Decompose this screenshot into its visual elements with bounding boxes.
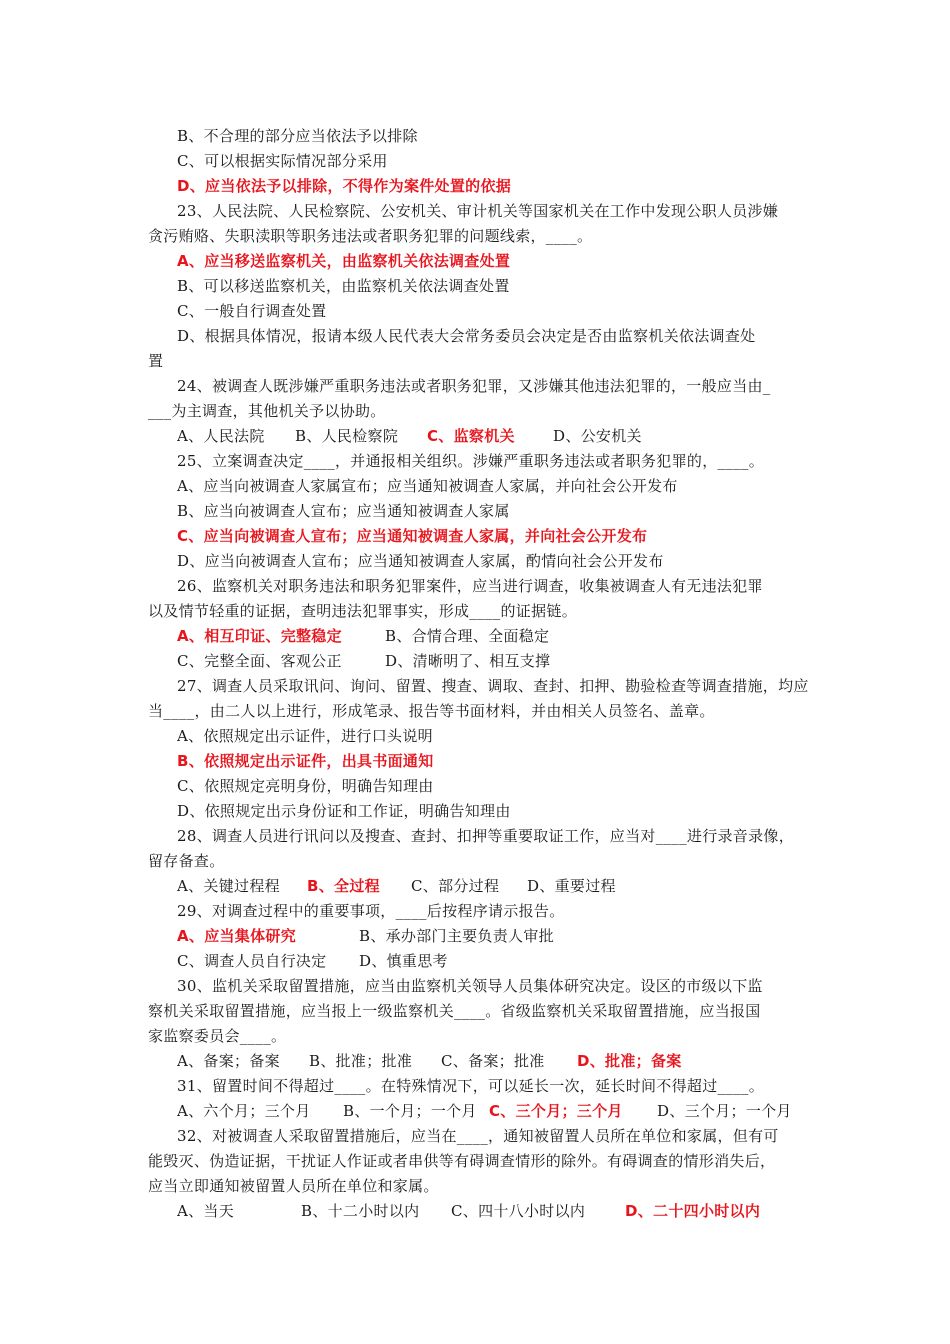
option: D、重要过程 <box>527 877 616 895</box>
question-32-cont: 能毁灭、伪造证据，干扰证人作证或者串供等有碍调查情形的除外。有碍调查的情形消失后， <box>148 1152 776 1170</box>
question-27: 27、调查人员采取讯问、询问、留置、搜查、调取、查封、扣押、勘验检查等调查措施，均应 <box>177 677 809 695</box>
options-row <box>177 949 813 974</box>
answer-line: D、应当依法予以排除，不得作为案件处置的依据 <box>177 177 512 195</box>
question-30: 30、监机关采取留置措施，应当由监察机关领导人员集体研究决定。设区的市级以下监 <box>177 977 763 995</box>
option: D、慎重思考 <box>359 952 448 970</box>
option: A、当天 <box>177 1202 235 1220</box>
option-line: B、应当向被调查人宣布；应当通知被调查人家属 <box>177 502 510 520</box>
options-row <box>177 649 813 674</box>
question-26: 26、监察机关对职务违法和职务犯罪案件，应当进行调查，收集被调查人有无违法犯罪 <box>177 577 763 595</box>
question-26-cont: 以及情节轻重的证据，查明违法犯罪事实，形成____的证据链。 <box>148 602 578 620</box>
option-line: A、应当向被调查人家属宣布；应当通知被调查人家属，并向社会公开发布 <box>177 477 678 495</box>
question-23-cont: 贪污贿赂、失职渎职等职务违法或者职务犯罪的问题线索，____。 <box>148 227 593 245</box>
options-row <box>177 424 813 449</box>
option: B、批准；批准 <box>309 1052 413 1070</box>
question-30-cont: 家监察委员会____。 <box>148 1027 287 1045</box>
question-27-cont: 当____，由二人以上进行，形成笔录、报告等书面材料，并由相关人员签名、盖章。 <box>148 702 715 720</box>
option: C、调查人员自行决定 <box>177 952 327 970</box>
option: A、人民法院 <box>177 427 265 445</box>
question-25: 25、立案调查决定____，并通报相关组织。涉嫌严重职务违法或者职务犯罪的，____。 <box>177 452 764 470</box>
option: A、关键过程程 <box>177 877 280 895</box>
option-line: D、根据具体情况，报请本级人民代表大会常务委员会决定是否由监察机关依法调查处 <box>177 327 756 345</box>
answer-line: A、应当移送监察机关，由监察机关依法调查处置 <box>177 252 511 270</box>
question-30-cont: 察机关采取留置措施，应当报上一级监察机关____。省级监察机关采取留置措施，应当报国 <box>148 1002 761 1020</box>
option-line: B、可以移送监察机关，由监察机关依法调查处置 <box>177 277 510 295</box>
question-24: 24、被调查人既涉嫌严重职务违法或者职务犯罪，又涉嫌其他违法犯罪的，一般应当由_ <box>177 377 771 395</box>
options-row <box>177 1049 813 1074</box>
question-32-cont: 应当立即通知被留置人员所在单位和家属。 <box>148 1177 439 1195</box>
option-line: D、应当向被调查人宣布；应当通知被调查人家属，酌情向社会公开发布 <box>177 552 664 570</box>
options-row <box>177 1099 813 1124</box>
answer-option: C、监察机关 <box>427 427 515 445</box>
question-28: 28、调查人员进行讯问以及搜查、查封、扣押等重要取证工作，应当对____进行录音录像， <box>177 827 794 845</box>
answer-line: C、应当向被调查人宣布；应当通知被调查人家属，并向社会公开发布 <box>177 527 648 545</box>
question-31: 31、留置时间不得超过____。在特殊情况下，可以延长一次，延长时间不得超过____。 <box>177 1077 764 1095</box>
options-row <box>177 1199 813 1224</box>
answer-line: B、依照规定出示证件，出具书面通知 <box>177 752 434 770</box>
option: C、备案；批准 <box>441 1052 545 1070</box>
answer-option: D、二十四小时以内 <box>625 1202 761 1220</box>
option: D、清晰明了、相互支撑 <box>385 652 551 670</box>
options-row <box>177 924 813 949</box>
option-line: B、不合理的部分应当依法予以排除 <box>177 127 418 145</box>
option-line: A、依照规定出示证件，进行口头说明 <box>177 727 433 745</box>
option: B、人民检察院 <box>295 427 399 445</box>
option: A、备案；备案 <box>177 1052 280 1070</box>
answer-option: B、全过程 <box>307 877 380 895</box>
answer-option: A、应当集体研究 <box>177 927 297 945</box>
option: C、完整全面、客观公正 <box>177 652 342 670</box>
options-row <box>177 624 813 649</box>
answer-option: D、批准；备案 <box>577 1052 682 1070</box>
question-32: 32、对被调查人采取留置措施后，应当在____，通知被留置人员所在单位和家属，但有可 <box>177 1127 779 1145</box>
option-line: C、一般自行调查处置 <box>177 302 327 320</box>
question-23: 23、人民法院、人民检察院、公安机关、审计机关等国家机关在工作中发现公职人员涉嫌 <box>177 202 779 220</box>
option: C、部分过程 <box>411 877 500 895</box>
option: B、合情合理、全面稳定 <box>385 627 550 645</box>
option: D、公安机关 <box>553 427 642 445</box>
option-line: C、依照规定亮明身份，明确告知理由 <box>177 777 434 795</box>
option: B、十二小时以内 <box>301 1202 420 1220</box>
option-line: D、依照规定出示身份证和工作证，明确告知理由 <box>177 802 511 820</box>
option: C、四十八小时以内 <box>451 1202 586 1220</box>
question-24-cont: ___为主调查，其他机关予以协助。 <box>148 402 386 420</box>
options-row <box>177 874 813 899</box>
question-28-cont: 留存备查。 <box>148 852 225 870</box>
option: D、三个月；一个月 <box>657 1102 792 1120</box>
option-line: C、可以根据实际情况部分采用 <box>177 152 388 170</box>
answer-option: C、三个月；三个月 <box>489 1102 623 1120</box>
answer-option: A、相互印证、完整稳定 <box>177 627 342 645</box>
option: B、承办部门主要负责人审批 <box>359 927 554 945</box>
option: A、六个月；三个月 <box>177 1102 311 1120</box>
option: B、一个月；一个月 <box>343 1102 477 1120</box>
option-line-cont: 置 <box>148 352 164 370</box>
question-29: 29、对调查过程中的重要事项，____后按程序请示报告。 <box>177 902 565 920</box>
